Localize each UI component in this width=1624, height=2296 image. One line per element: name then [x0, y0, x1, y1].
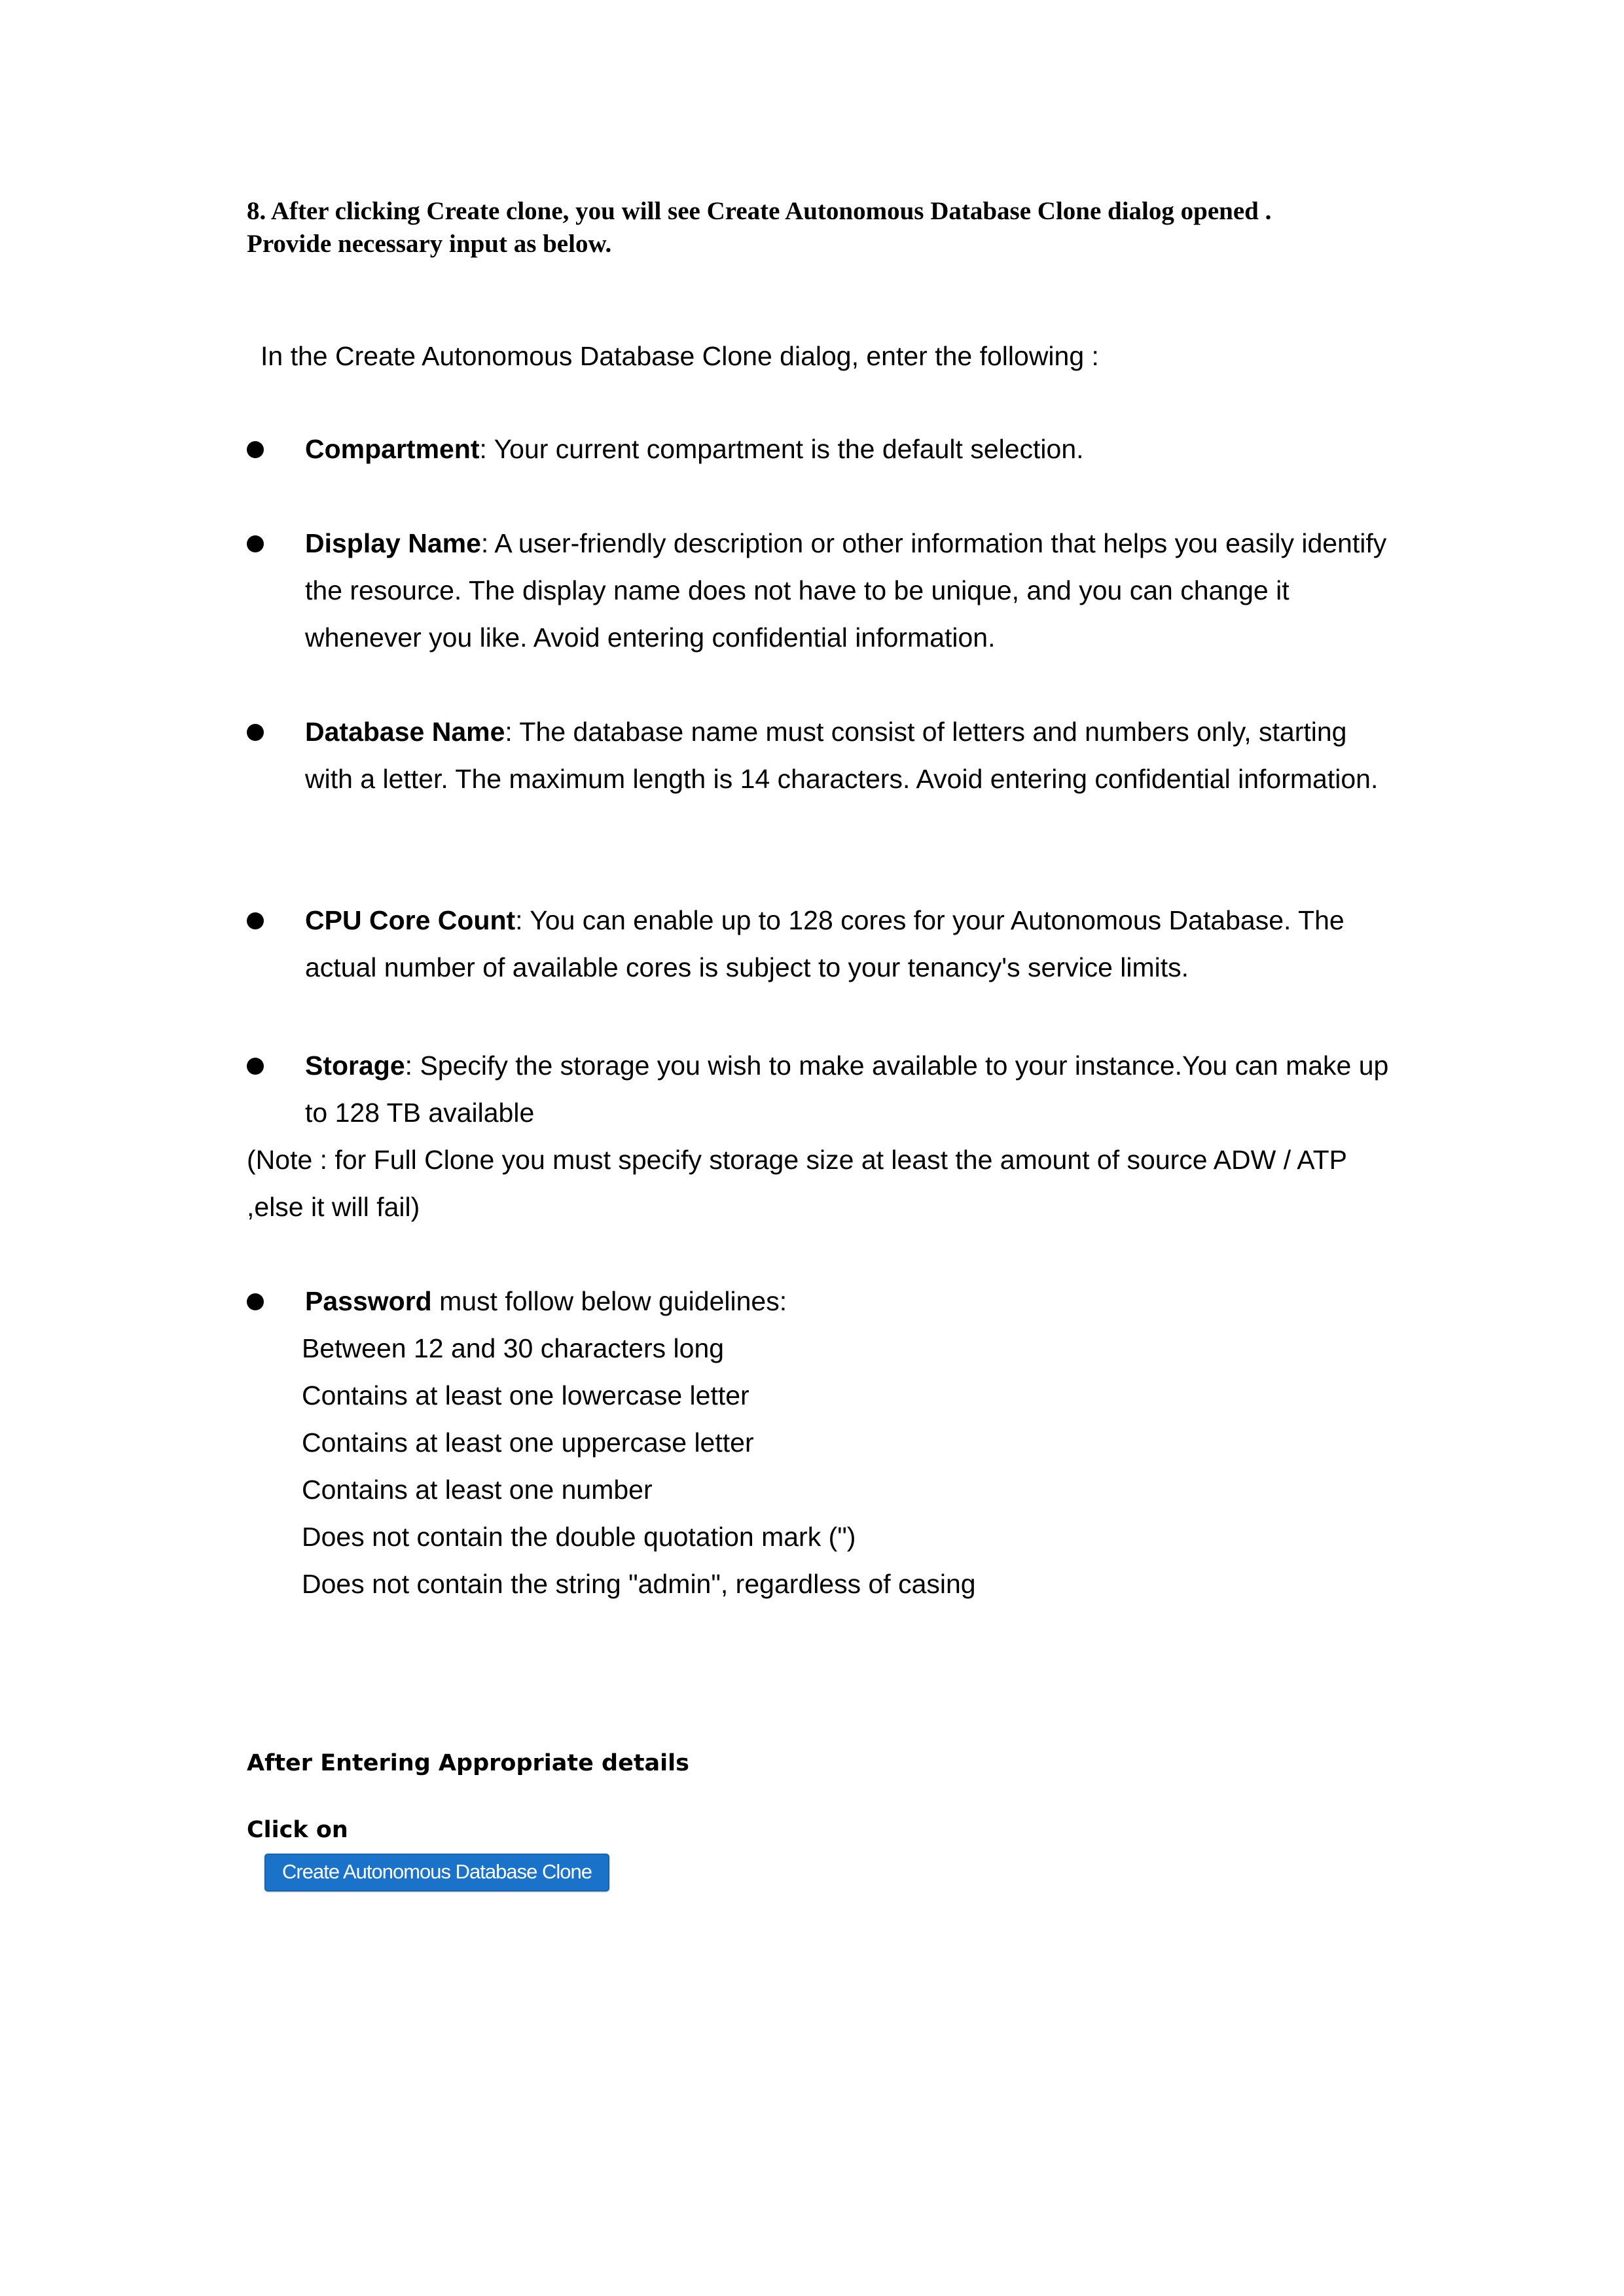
password-rule: Contains at least one number — [302, 1475, 653, 1505]
field-term: Database Name — [305, 717, 505, 747]
password-rule: Between 12 and 30 characters long — [302, 1333, 725, 1363]
field-description: : The database name must consist of letters and numbers only, starting with a letter. The maximum length is 14 characters. Avoid entering confidential information. — [305, 717, 1379, 794]
field-cpu-core-count — [247, 897, 1399, 991]
field-database-name — [247, 708, 1399, 802]
bullet-icon — [247, 1058, 264, 1075]
bullet-icon — [247, 724, 264, 741]
bullet-icon — [247, 535, 264, 552]
field-term: Display Name — [305, 528, 481, 558]
field-description: : Specify the storage you wish to make available to your instance.You can make up to 128 TB available — [305, 1050, 1389, 1128]
intro-text: In the Create Autonomous Database Clone dialog, enter the following : — [261, 341, 1099, 371]
field-term: CPU Core Count — [305, 905, 516, 935]
field-term: Storage — [305, 1050, 405, 1081]
field-description: : Your current compartment is the default selection. — [479, 434, 1084, 464]
field-description: : You can enable up to 128 cores for your Autonomous Database. The actual number of available cores is subject to your tenancy's service limits. — [305, 905, 1344, 982]
step-heading-line-2: Provide necessary input as below. — [247, 230, 612, 258]
password-rules-list — [302, 1325, 976, 1607]
password-rule: Does not contain the string "admin", regardless of casing — [302, 1569, 976, 1599]
step-heading — [247, 195, 1425, 260]
field-display-name — [247, 520, 1399, 661]
create-autonomous-database-clone-button[interactable]: Create Autonomous Database Clone — [264, 1854, 609, 1892]
bullet-icon — [247, 912, 264, 929]
bullet-icon — [247, 441, 264, 458]
field-description: must follow below guidelines: — [431, 1286, 787, 1316]
field-password — [247, 1278, 1399, 1325]
step-heading-line-1: 8. After clicking Create clone, you will see Create Autonomous Database Clone dialog opened . — [247, 197, 1272, 225]
field-description: : A user-friendly description or other information that helps you easily identify the resource. The display name does not have to be unique, and you can change it whenever you like. Avoid entering confidential information. — [305, 528, 1387, 653]
storage-note: (Note : for Full Clone you must specify storage size at least the amount of source ADW / ATP ,else it will fail) — [247, 1145, 1347, 1222]
after-entering-label: After Entering Appropriate details — [247, 1750, 689, 1776]
field-compartment — [247, 425, 1399, 473]
password-rule: Does not contain the double quotation mark (") — [302, 1522, 856, 1552]
click-on-label: Click on — [247, 1817, 348, 1843]
password-rule: Contains at least one uppercase letter — [302, 1427, 754, 1458]
password-rule: Contains at least one lowercase letter — [302, 1380, 749, 1410]
bullet-icon — [247, 1293, 264, 1310]
field-term: Compartment — [305, 434, 480, 464]
field-storage — [247, 1042, 1399, 1136]
field-term: Password — [305, 1286, 432, 1316]
